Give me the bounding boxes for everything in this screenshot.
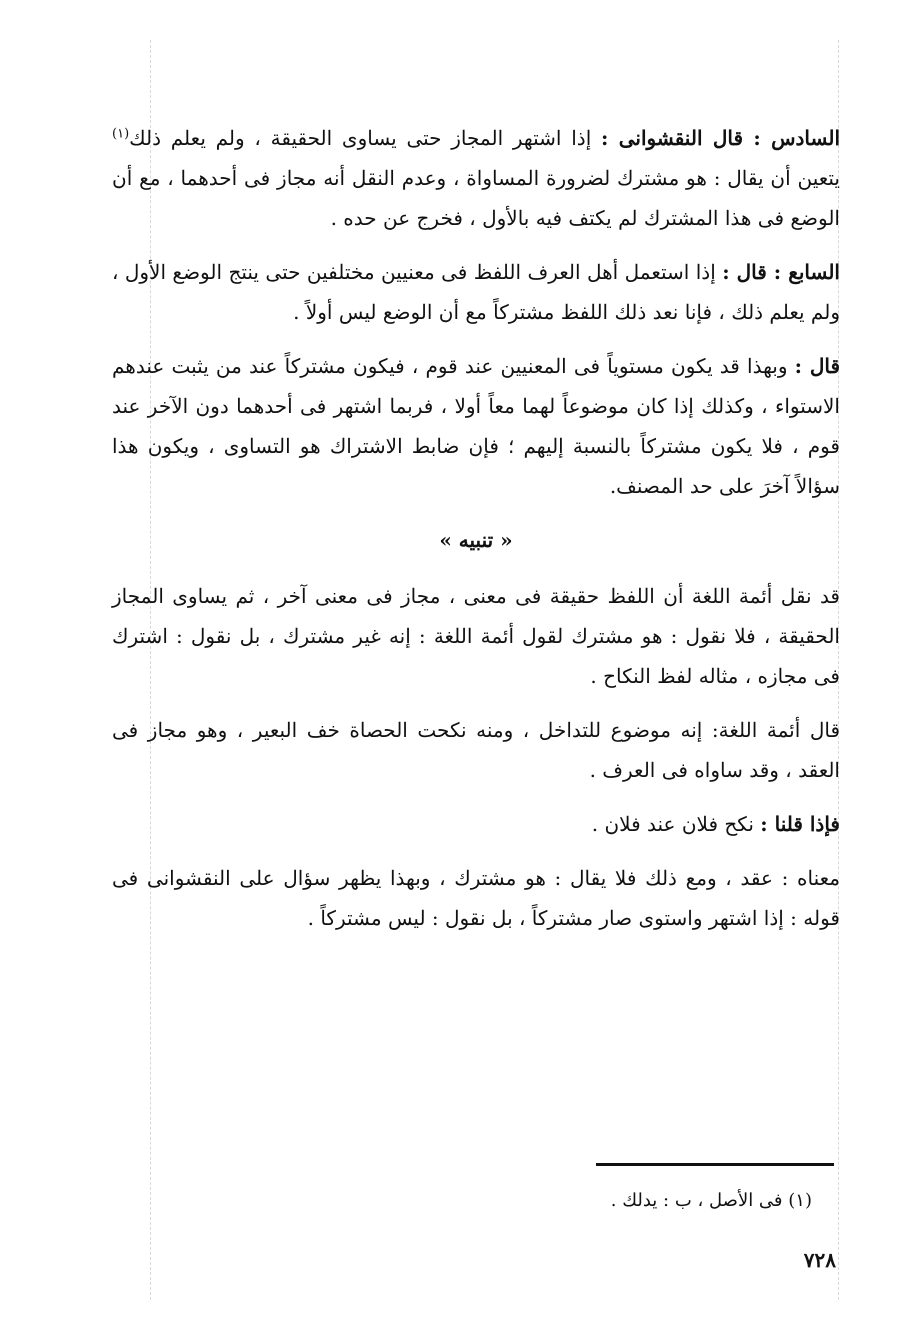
footnote-divider <box>596 1163 834 1166</box>
paragraph-text: إذا استعمل أهل العرف اللفظ فى معنيين مختلفين حتى ينتج الوضع الأول ، ولم يعلم ذلك ، فإنا نعد ذلك اللفظ مشتركاً مع أن الوضع ليس أولاً . <box>112 260 840 324</box>
paragraph-note-1 <box>112 576 840 696</box>
paragraph-text: إذا اشتهر المجاز حتى يساوى الحقيقة ، ولم يعلم ذلك <box>129 126 601 150</box>
paragraph-text: يتعين أن يقال : هو مشترك لضرورة المساواة ، وعدم النقل أنه مجاز فى أحدهما ، مع أن الوضع فى هذا المشترك لم يكتف فيه بالأول ، فخرج عن حده . <box>112 166 840 230</box>
paragraph-lead: السابع : قال : <box>722 260 840 284</box>
section-heading: « تنبيه » <box>439 528 513 552</box>
paragraph-lead: فإذا قلنا : <box>760 812 840 836</box>
paragraph-lead: قال : <box>794 354 841 378</box>
paragraph-note-3 <box>112 804 840 844</box>
paragraph-text: معناه : عقد ، ومع ذلك فلا يقال : هو مشترك ، وبهذا يظهر سؤال على النقشوانى فى قوله : إذا اشتهر واستوى صار مشتركاً ، بل نقول : ليس مشتركاً . <box>112 866 840 930</box>
paragraph-text: وبهذا قد يكون مستوياً فى المعنيين عند قوم ، فيكون مشتركاً عند من يثبت عندهم الاستواء ، وكذلك إذا كان موضوعاً لهما معاً أولا ، فربما اشتهر فى أحدهما دون الآخر عند قوم ، فلا يكون مشتركاً بالنسبة إليهم ؛ فإن ضابط الاشتراك هو التساوى ، ويكون هذا سؤالاً آخرَ على حد المصنف. <box>112 354 840 498</box>
footnote-marker: (١) <box>112 126 130 142</box>
paragraph-note-2 <box>112 710 840 790</box>
paragraph-note-4 <box>112 858 840 938</box>
paragraph-text: نكح فلان عند فلان . <box>591 812 761 836</box>
paragraph-text: قد نقل أئمة اللغة أن اللفظ حقيقة فى معنى ، مجاز فى معنى آخر ، ثم يساوى المجاز الحقيقة ، فلا نقول : هو مشترك لقول أئمة اللغة : إنه غير مشترك ، بل نقول : اشترك فى مجازه ، مثاله لفظ النكاح . <box>112 584 840 688</box>
paragraph-sixth <box>112 118 840 238</box>
paragraph-qala <box>112 346 840 506</box>
paragraph-seventh <box>112 252 840 332</box>
paragraph-lead: السادس : قال النقشوانى : <box>601 126 841 150</box>
footnote: (١) فى الأصل ، ب : يدلك . <box>610 1190 812 1211</box>
page-number: ٧٢٨ <box>803 1248 836 1272</box>
paragraph-text: قال أئمة اللغة: إنه موضوع للتداخل ، ومنه نكحت الحصاة خف البعير ، وهو مجاز فى العقد ، وقد ساواه فى العرف . <box>112 718 840 782</box>
page-body <box>112 118 840 952</box>
